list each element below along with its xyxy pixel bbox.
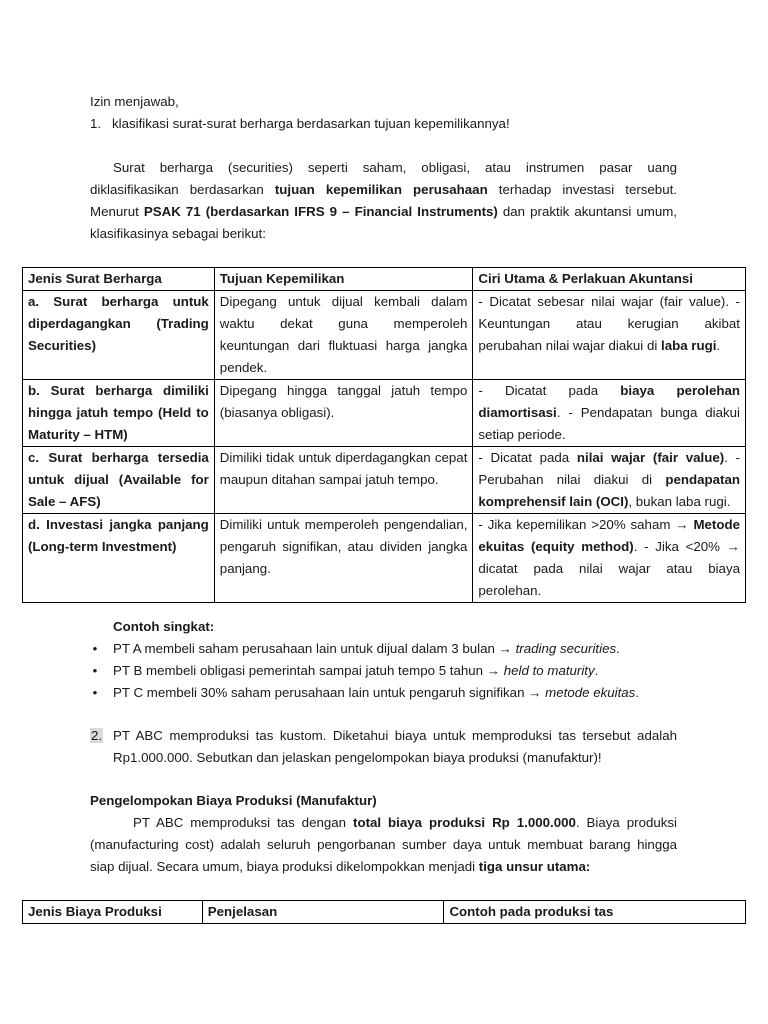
- table-cell: - Dicatat pada nilai wajar (fair value). - Perubahan nilai diakui di pendapatan komprehensif lain (OCI), bukan laba rugi.: [473, 447, 746, 514]
- contoh-title: Contoh singkat:: [113, 619, 215, 634]
- table-cell: - Jika kepemilikan >20% saham → Metode ekuitas (equity method). - Jika <20% → dicatat pada nilai wajar atau biaya perolehan.: [473, 514, 746, 603]
- table-cell: c. Surat berharga tersedia untuk dijual (Available for Sale – AFS): [23, 447, 215, 514]
- table-cell: Dimiliki tidak untuk diperdagangkan cepat maupun ditahan sampai jatuh tempo.: [214, 447, 473, 514]
- section2-line1: PT ABC memproduksi tas dengan total biaya produksi Rp 1.000.000. Biaya produksi: [133, 815, 678, 830]
- contoh-list: [0, 638, 768, 704]
- table-row: [23, 291, 746, 380]
- table-row: [23, 514, 746, 603]
- table-header-cell: Tujuan Kepemilikan: [214, 268, 473, 291]
- section2-line2: (manufacturing cost) adalah seluruh pengorbanan sumber daya untuk membuat barang hingga: [90, 837, 677, 852]
- list-item: PT B membeli obligasi pemerintah sampai jatuh tempo 5 tahun → held to maturity.: [113, 663, 599, 678]
- question-2-line1: PT ABC memproduksi tas kustom. Diketahui biaya untuk memproduksi tas tersebut adalah: [113, 728, 677, 743]
- question-1-text: klasifikasi surat-surat berharga berdasarkan tujuan kepemilikannya!: [112, 116, 510, 131]
- table-row: [23, 447, 746, 514]
- question-1-number: 1.: [90, 116, 102, 131]
- table-cell: a. Surat berharga untuk diperdagangkan (Trading Securities): [23, 291, 215, 380]
- table-cell: Dimiliki untuk memperoleh pengendalian, pengaruh signifikan, atau dividen jangka panjang.: [214, 514, 473, 603]
- list-item: PT A membeli saham perusahaan lain untuk dijual dalam 3 bulan → trading securities.: [113, 641, 620, 656]
- table-header-row: [23, 268, 746, 291]
- para1-line3: Menurut PSAK 71 (berdasarkan IFRS 9 – Financial Instruments) dan praktik akuntansi umum,: [90, 204, 678, 219]
- table-header-cell: Jenis Surat Berharga: [23, 268, 215, 291]
- table-header-cell: Ciri Utama & Perlakuan Akuntansi: [473, 268, 746, 291]
- bullet-dot: •: [92, 685, 98, 700]
- table-cell: Dipegang untuk dijual kembali dalam waktu dekat guna memperoleh keuntungan dari fluktuasi harga jangka pendek.: [214, 291, 473, 380]
- table-header-cell: Penjelasan: [202, 901, 444, 924]
- section2-heading: Pengelompokan Biaya Produksi (Manufaktur): [90, 793, 377, 808]
- list-item: PT C membeli 30% saham perusahaan lain untuk pengaruh signifikan → metode ekuitas.: [113, 685, 640, 700]
- table-cell: Dipegang hingga tanggal jatuh tempo (biasanya obligasi).: [214, 380, 473, 447]
- question-2-number: 2.: [91, 728, 103, 743]
- section2-line3: siap dijual. Secara umum, biaya produksi dikelompokkan menjadi tiga unsur utama:: [90, 859, 591, 874]
- greeting: Izin menjawab,: [90, 94, 179, 109]
- bullet-dot: •: [92, 663, 98, 678]
- table-row: [23, 380, 746, 447]
- question-1: [90, 113, 510, 135]
- table-cell: d. Investasi jangka panjang (Long-term Investment): [23, 514, 215, 603]
- table-header-cell: Jenis Biaya Produksi: [23, 901, 203, 924]
- production-cost-table: [22, 900, 746, 924]
- para1-line1: Surat berharga (securities) seperti saham, obligasi, atau instrumen pasar uang: [113, 160, 677, 175]
- table-header-cell: Contoh pada produksi tas: [444, 901, 746, 924]
- para1-line4: klasifikasinya sebagai berikut:: [90, 226, 266, 241]
- securities-table: [22, 267, 746, 603]
- para1-line2: diklasifikasikan berdasarkan tujuan kepemilikan perusahaan terhadap investasi tersebut.: [90, 182, 677, 197]
- table-cell: b. Surat berharga dimiliki hingga jatuh tempo (Held to Maturity – HTM): [23, 380, 215, 447]
- table-header-row: [23, 901, 746, 924]
- question-2-line2: Rp1.000.000. Sebutkan dan jelaskan pengelompokan biaya produksi (manufaktur)!: [113, 750, 602, 765]
- bullet-dot: •: [92, 641, 98, 656]
- table-cell: - Dicatat sebesar nilai wajar (fair value). - Keuntungan atau kerugian akibat perubahan nilai wajar diakui di laba rugi.: [473, 291, 746, 380]
- table-cell: - Dicatat pada biaya perolehan diamortisasi. - Pendapatan bunga diakui setiap periode.: [473, 380, 746, 447]
